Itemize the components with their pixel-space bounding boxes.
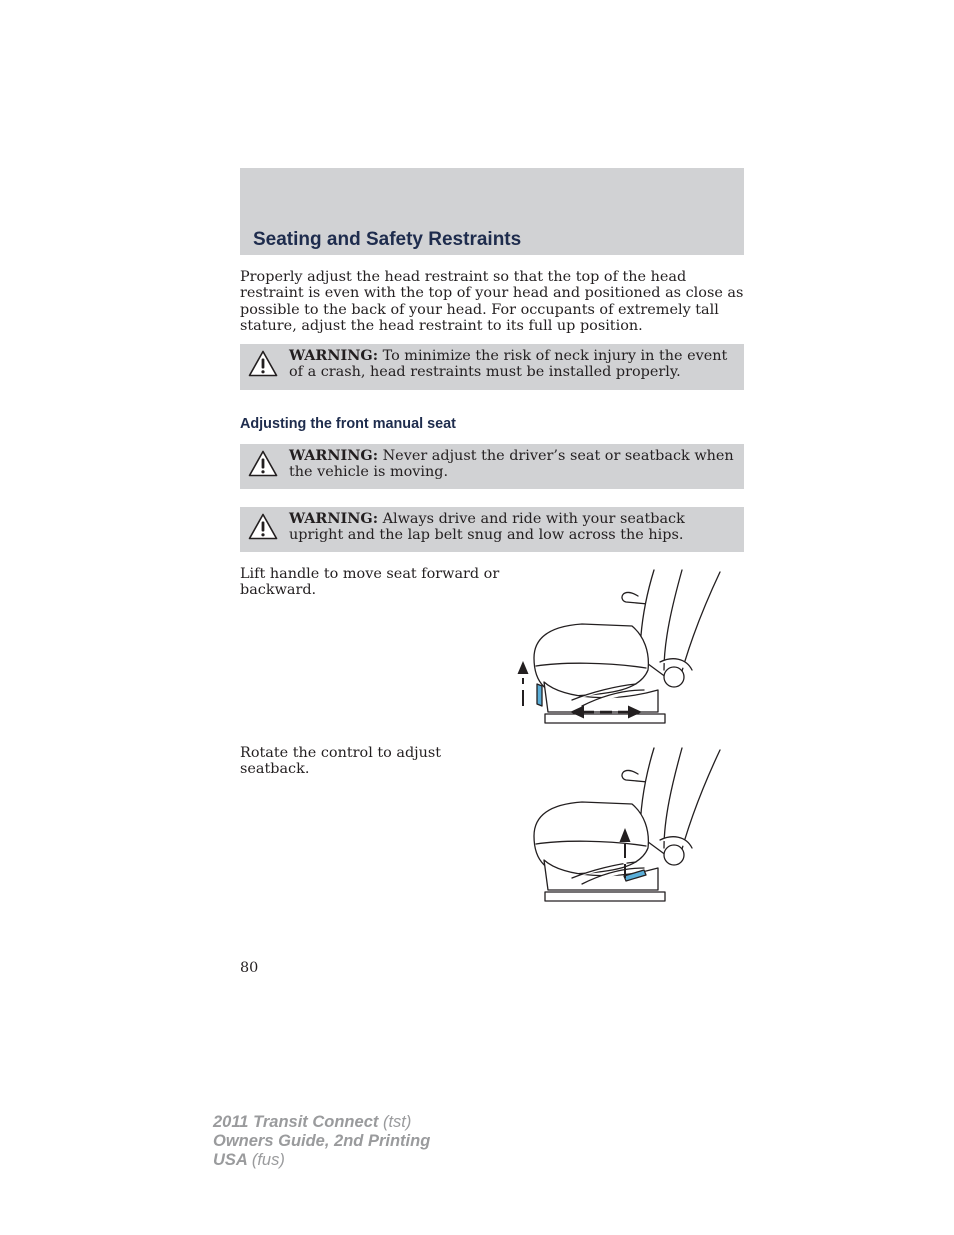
- footer-market-code: (fus): [251, 1151, 285, 1169]
- subheading: Adjusting the front manual seat: [240, 416, 456, 432]
- seat-slide-illustration: [512, 566, 732, 730]
- warning-triangle-icon: [248, 350, 278, 377]
- section-header: [240, 168, 744, 255]
- warning-triangle-icon: [248, 450, 278, 477]
- warning-text: To minimize the risk of neck injury in the event of a crash, head restraints must be installed properly.: [289, 348, 728, 381]
- warning-label: WARNING:: [289, 347, 379, 364]
- document-footer: [213, 1113, 430, 1170]
- warning-label: WARNING:: [289, 447, 379, 464]
- page-number: 80: [240, 960, 259, 976]
- warning-text: Always drive and ride with your seatback upright and the lap belt snug and low across the hips.: [289, 511, 685, 544]
- warning-box-3: [240, 507, 744, 552]
- warning-box-2: [240, 444, 744, 489]
- footer-edition: Owners Guide, 2nd Printing: [213, 1132, 431, 1150]
- warning-triangle-icon: [248, 513, 278, 540]
- footer-model: 2011 Transit Connect: [213, 1113, 379, 1131]
- seatback-recline-illustration: [512, 744, 732, 908]
- warning-label: WARNING:: [289, 510, 379, 527]
- intro-paragraph: Properly adjust the head restraint so that the top of the head restraint is even with the top of your head and positioned as close as possible to the back of your head. For occupants of extremely tall stature, adjust the head restraint to its full up position.: [240, 269, 744, 335]
- footer-market: USA: [213, 1151, 248, 1169]
- warning-box-1: [240, 344, 744, 390]
- footer-model-code: (tst): [382, 1113, 412, 1131]
- caption-seat-slide: Lift handle to move seat forward or backward.: [240, 566, 500, 599]
- warning-text: Never adjust the driver’s seat or seatback when the vehicle is moving.: [289, 448, 734, 481]
- section-title: Seating and Safety Restraints: [253, 229, 522, 250]
- caption-seatback: Rotate the control to adjust seatback.: [240, 745, 442, 778]
